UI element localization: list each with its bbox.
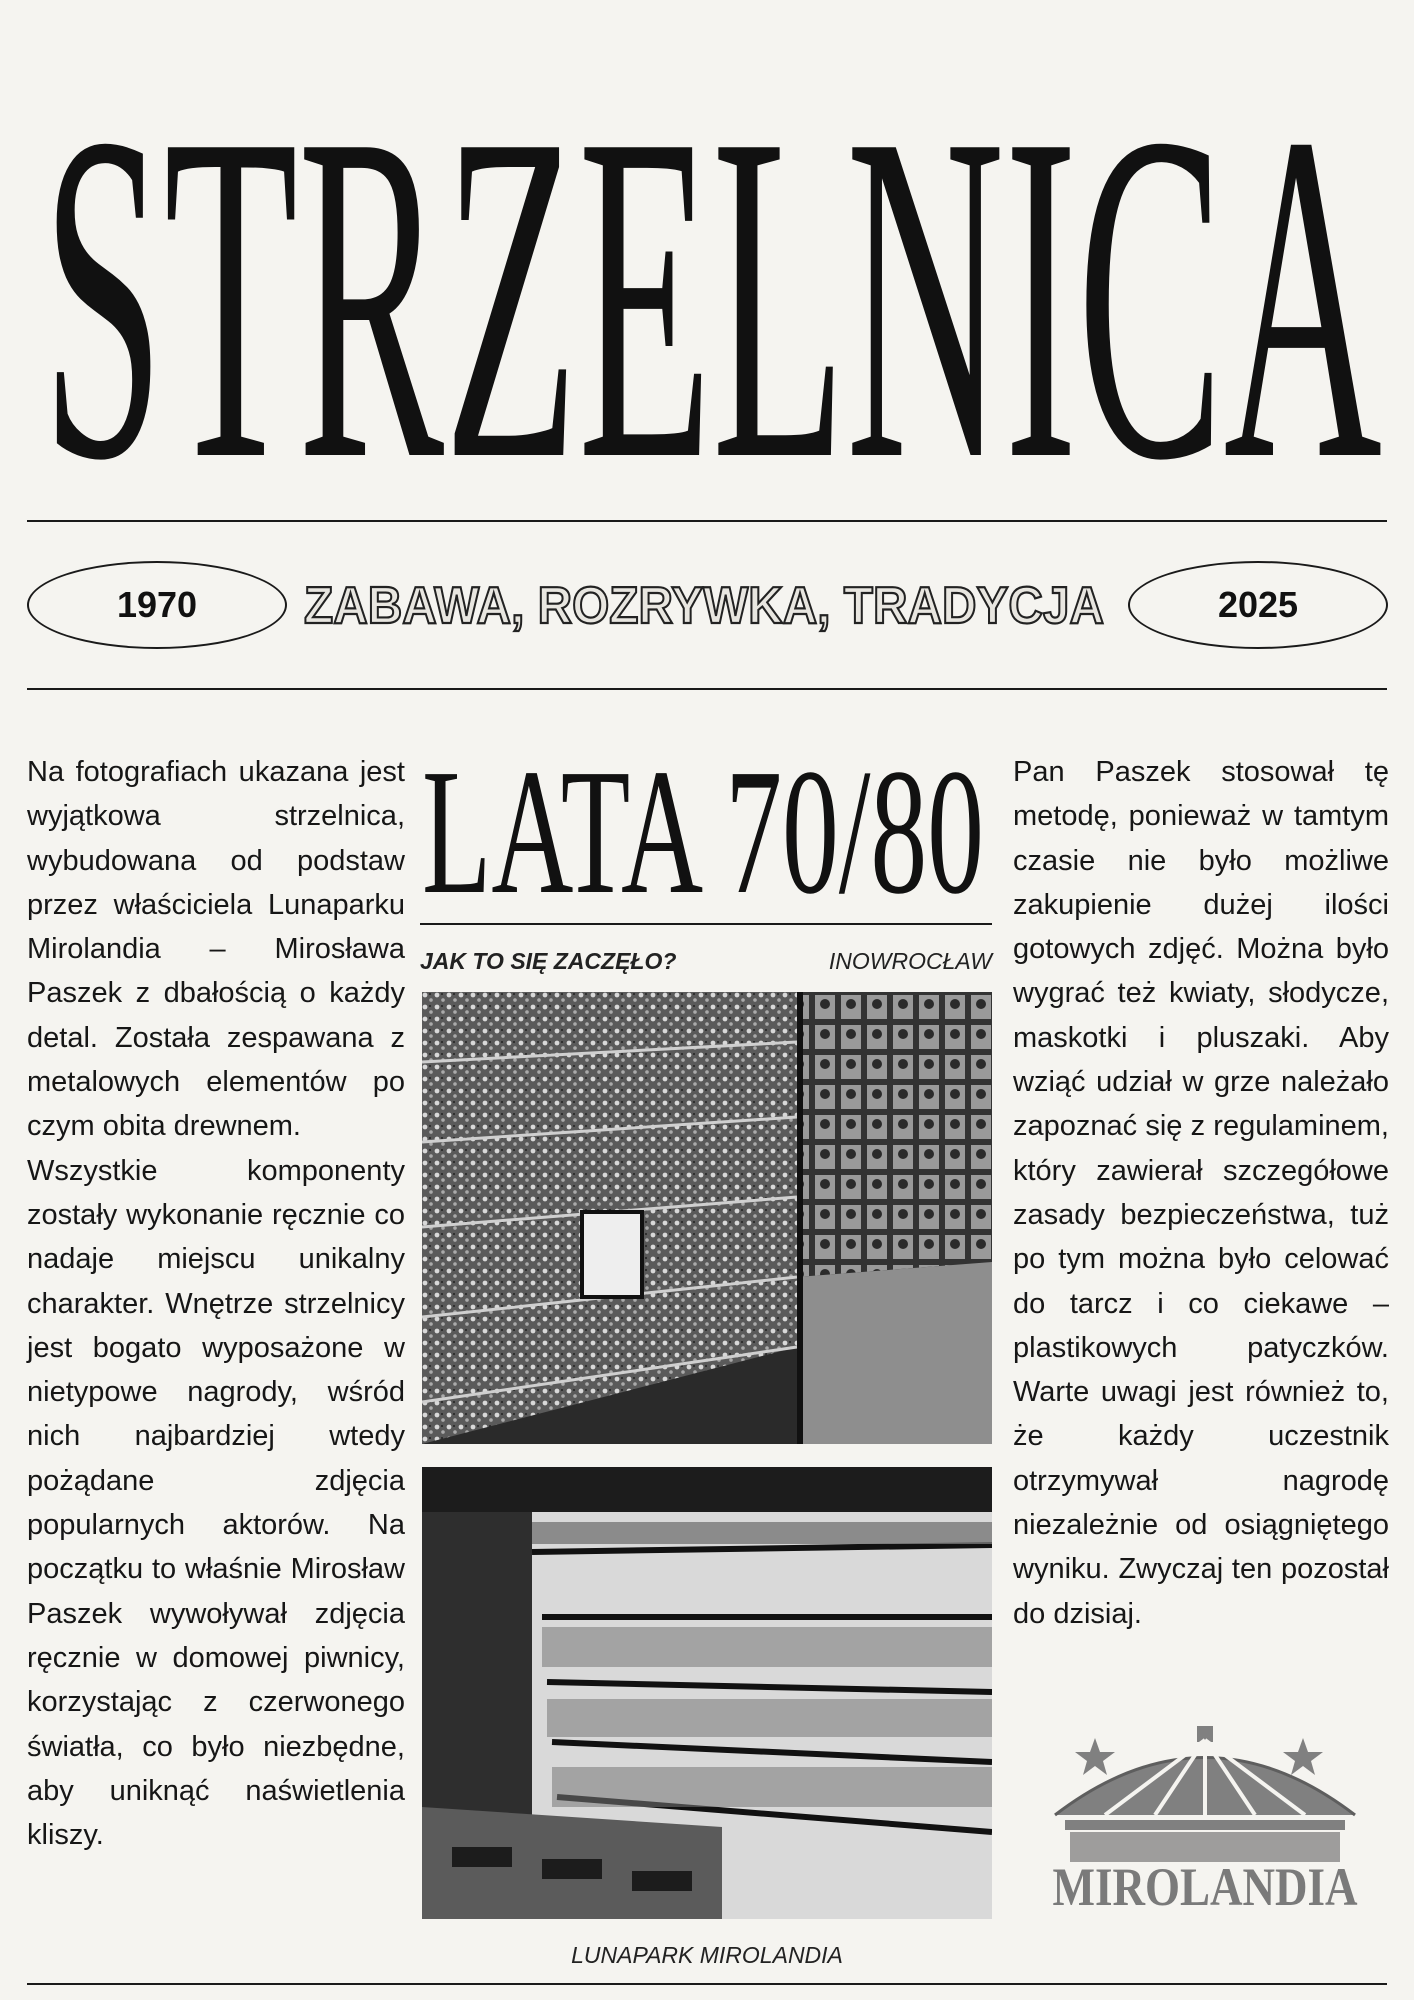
location: INOWROCŁAW bbox=[828, 948, 992, 974]
historic-photo-2 bbox=[422, 1467, 992, 1919]
year-end: 2025 bbox=[1217, 584, 1299, 625]
svg-text:STRZELNICA: STRZELNICA bbox=[42, 95, 1382, 470]
kicker: JAK TO SIĘ ZACZĘŁO? bbox=[420, 948, 677, 974]
year-start: 1970 bbox=[116, 584, 198, 625]
tagline bbox=[300, 568, 1108, 638]
right-column bbox=[1013, 750, 1389, 1636]
section-heading bbox=[418, 744, 988, 904]
left-paragraph-1: Na fotografiach ukazana jest wyjątkowa strzelnica, wybudowana od podstaw przez właściciela Lunaparku Mirolandia – Mirosława Paszek z dbałością o każdy detal. Została zespawana z metalowych elementów po czym obita drewnem. bbox=[27, 756, 405, 1143]
mirolandia-logo bbox=[1045, 1720, 1365, 1915]
year-end-oval bbox=[1128, 561, 1388, 649]
photo-caption: LUNAPARK MIROLANDIA bbox=[571, 1942, 843, 1968]
star-icon bbox=[1283, 1738, 1323, 1775]
masthead-title bbox=[40, 95, 1385, 470]
bottom-rule bbox=[27, 1983, 1387, 1985]
historic-photo-1 bbox=[422, 992, 992, 1444]
svg-text:MIROLANDIA: MIROLANDIA bbox=[1052, 1857, 1358, 1915]
heading-rule bbox=[420, 923, 992, 925]
top-rule bbox=[27, 520, 1387, 522]
svg-text:ZABAWA, ROZRYWKA, TRADYCJA: ZABAWA, ROZRYWKA, TRADYCJA bbox=[304, 577, 1104, 635]
year-start-oval bbox=[27, 561, 287, 649]
star-icon bbox=[1075, 1738, 1115, 1775]
left-paragraph-2: Wszystkie komponenty zostały wykonanie ręcznie co nadaje miejscu unikalny charakter. Wnętrze strzelnicy jest bogato wyposażone w nietypowe nagrody, wśród nich najbardziej wtedy pożądane zdjęcia popularnych aktorów. Na początku to właśnie Mirosław Paszek wywoływał zdjęcia ręcznie w domowej piwnicy, korzystając z czerwonego światła, co było niezbędne, aby uniknąć naświetlenia kliszy. bbox=[27, 1154, 405, 1852]
svg-text:LATA 70/80: LATA 70/80 bbox=[422, 744, 984, 904]
right-paragraph-1: Pan Paszek stosował tę metodę, ponieważ w tamtym czasie nie było możliwe zakupienie dużej ilości gotowych zdjęć. Można było wygrać też kwiaty, słodycze, maskotki i pluszaki. Aby wziąć udział w grze należało zapoznać się z regulaminem, który zawierał szczegółowe zasady bezpieczeństwa, tuż po tym można było celować do tarcz i co ciekawe – plastikowych patyczków. Warte uwagi jest również to, że każdy uczestnik otrzymywał nagrodę niezależnie od osiągniętego wyniku. Zwyczaj ten pozostał do dzisiaj. bbox=[1013, 756, 1389, 1630]
left-column bbox=[27, 750, 405, 1857]
banner-bottom-rule bbox=[27, 688, 1387, 690]
